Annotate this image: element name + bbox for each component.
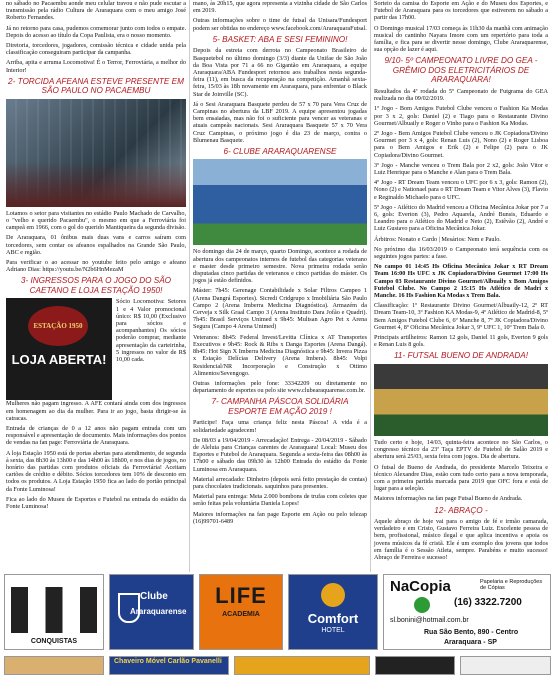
section-heading: 9/10- 5º CAMPEONATO LIVRE DO GEA - GRÊMIO DOS ELETRICITÁRIOS DE ARARAQUARA! <box>384 56 538 85</box>
paragraph: Veteranos: 8h45: Federal Invest/Levitta Clínica x AT Transportes Executivos e 9h45: Rock & Ribs x Danga Esportes (Arena Dangá). 8h45: Hot Sign X Imberra Medicina Diagnóstica e 9h45: Invera Pizza x Estação Delícias Delivery (Arena Imbera). 8h45: Volpi Residencial/NR Incorporação e Construção x Ottimo Alimentos/Sevengogo. <box>193 333 367 377</box>
ad-bottom-4[interactable] <box>375 656 455 675</box>
paragraph: Já o Sesi Araraquara Basquete perdeu de 57 x 70 para Vera Cruz de Campinas no abertura da LBF 2019. A equipe apresentou jogadas bem ensaiadas, mas não foi o suficiente para vencer as veteranas e atuais campeãs nacionais. Sesi Araraquara Basquete 57 x 70 Vera Cruz Campinas, o próximo jogo é dia 23 de março, contra o Blumenau Basquete. <box>193 100 367 144</box>
ad-bottom-5[interactable] <box>460 656 551 675</box>
store-open-banner <box>6 298 112 400</box>
ad-label: Clube <box>140 591 168 602</box>
paragraph: A loja Estação 1950 está de portas abertas para atendimento, de segunda à sexta, das 8h30 às 13h00 e das 14h00 às 18h00, e nos dias de jogos, no horário das partidas com produtos oficiais da Ferroviária! Aceitam cartões de crédito e débito. Sócios torcedores tem 10% de desconto em todos os produtos. A Loja Estação 1950 fica ao lado do portão principal da Fonte Luminosa! <box>6 449 186 493</box>
column-1 <box>6 0 186 513</box>
paragraph: Participe! Faça uma criança feliz nesta Páscoa! A vida é a solidariedade agradecem! <box>193 419 367 434</box>
paragraph: Sorteio da camisa do Esporte em Ação e do Museu dos Esportes, e Futebol de Araraquara para os torcedores que estiverem no sábado a partir das 17h00. <box>374 0 548 22</box>
paragraph: Entrada de crianças de 0 a 12 anos não pagam entrada com um responsável e apresentação de documento. Mais informações dos pontos de vendas na fan page: Ferroviária de Araraquara. <box>6 425 186 447</box>
ad-label: Rua São Bento, 890 - Centro <box>424 629 519 636</box>
column-3 <box>374 0 548 564</box>
column-2 <box>193 0 367 528</box>
paragraph: Arriba, apita e arruma Locomotiva! É o Terror, Ferroviária, a melhor do Interior! <box>6 59 186 74</box>
ad-label: LIFE <box>215 583 267 608</box>
section-heading: 3- INGRESSOS PARA O JOGO DO SÃO CAETANO E LOJA ESTAÇÃO 1950! <box>20 276 172 295</box>
paragraph: O futsal de Bueno de Andrada, do presidente Marcelo Teixeira e técnico Alexandre Dias, estão com tudo certo para a nova temporada, com a primeira partida marcada para 2019 que OFC fora e está de lugar para a seleção. <box>374 463 548 493</box>
section-heading: 7- CAMPANHA PÁSCOA SOLIDÁRIA ESPORTE EM AÇÃO 2019 ! <box>211 397 349 416</box>
ad-label: sl.bonini@hotmail.com.br <box>390 617 469 624</box>
paragraph: Sócio Locomotiva: Setores 1 e 4 Valor promocional único: R$ 10,00 (Exclusivo para sócios e acompanhantes) Os sócios poderão comprar, mediante apresentação da carteirinha, 5 ingressos no valor de R$ 10,00 cada. <box>116 298 186 364</box>
store-logo: ESTAÇÃO 1950 <box>28 306 88 346</box>
paragraph: Para verificar o ao acessar no youtube feito pelo amigo e afeano Adriano Dias: https://youtu.be/N2b6HnMezaM <box>6 259 186 274</box>
ad-label: Araraquara - SP <box>444 639 497 646</box>
ads-row <box>0 574 554 675</box>
paragraph: No próximo dia 16/03/2019 o Campeonato terá sequência com os seguintes jogos partes: a fase. <box>374 245 548 260</box>
section-heading: 6- CLUBE ARARAQUARENSE <box>223 146 337 156</box>
paragraph: Maiores informações na fan page Futsal Bueno de Andrada. <box>374 495 523 503</box>
ad-label: Chaveiro Móvel Carlão Pavanelli <box>114 658 222 665</box>
ad-phone: (16) 3322.7200 <box>454 597 522 608</box>
paragraph: De Araraquara, 01 ônibus mais duas vans e carros saíram com torcedores, sem contar os afeanos espalhados na Grande São Paulo, ABC e região. <box>6 234 186 256</box>
paragraph: 5º Jogo - Atlético do Madrid venceu a Oficina Mecânica Jokar por 7 a 6, gols: Everton (3), Pedro Aquarela, André Bunsis, Eduardo e Leandro para o Atlético do Madrid e Neto (2), Estêvão (2), André e Luiz Gustavo para a Oficina Mecânica Jokar. <box>374 203 548 233</box>
paragraph: Depois da estreia com derrota no Campeonato Brasileiro de Basquetebol no último domingo (3/3) diante da Unifae de São João da Boa Vista por 71 a 66 no Gigantão em Araraquara, a equipe Araraquara/ABA Fundesport retornou aos trabalhos nesta segunda-feira (11), em busca da recuperação na competição. Amanhã sexta-feira, 15/03 às 18h novamente em Araraquara, para enfrentar o Black Star de Joinville (SC). <box>193 47 367 98</box>
paragraph: Maiores informações na fan page Esporte em Ação ou pelo telezap (16)99701-6489 <box>193 510 367 525</box>
paragraph: Material arrecadado: Dinheiro (depois será feito prestação de contas) para chocolates tradicionais. saquinhos para presentes. <box>193 475 367 490</box>
clover-icon <box>414 597 430 613</box>
paragraph: No domingo dia 24 de março, quarto Domingo, acontece a rodada de abertura dos campeonatos internos de futebol das categorias veterano e master desde primeiro semestre. Nova primeira rodada serão disputadas cinco partidas de veteranos e cinco partidas do máster. Os jogos já estão definidos. <box>193 248 367 285</box>
paragraph: Resultados da 4ª rodada do 5º Campeonato de Futgrama do GEA realizada no dia 09/02/2019. <box>374 87 548 103</box>
ad-nacopia[interactable] <box>383 574 551 650</box>
ad-label: Comfort <box>307 611 359 626</box>
paragraph: Máster: 7h45: Gerenage Contabilidade x Solar Filtros Campeo 1 (Arena Dangrá Esportes). Sicredi Cridgrupo x Imobiliária São Paulo Campo 2 (Arena Imberra Medicina Diagnóstica). Armazém da Cerveja x Silk Graal Campo 3 (Arena Instituto Dara Jofão e Quadri). 7h45: Brasil Serviços Unimed x 9h45: Multsan Agro Pet x Arena Segura (Campo 4 Arena Unimed) <box>193 287 367 331</box>
paragraph: Classificação: 1º Restaurante Divino Gourmet/Albuaily-12, 2º RT Dream Team-10, 3º Fashion KA Modas-9, 4º Atlético de Madrid-8, 5º Bem Amigos Futebol Clube 6, 6º Manche 8, 7º JK Copiadora/Divino Gourmet 4, 8º Oficina Mecânica Jokar 3, 9º UFC 1, 10º Trem Bala 0. <box>374 302 548 331</box>
stadium-crowd-photo <box>6 99 186 207</box>
section-heading: 5- BASKET: ABA E SESI FEMININO! <box>212 34 348 44</box>
paragraph: no sábado no Pacaembu aonde meu celular travou e não pude escutar a transmissão pela rádio Cultura de Araraquara com o meu amigo José Roberto Fernandes. <box>6 0 186 22</box>
ad-label: ACADEMIA <box>222 611 260 618</box>
ad-bottom-1[interactable] <box>4 656 104 675</box>
ad-label: CONQUISTAS <box>30 638 78 645</box>
paragraph: Outras informações pelo fone: 33342209 ou diretamente no departamento de esportes ou pelo site www.clubearaquarense.com.br. <box>193 379 367 395</box>
paragraph: Diretoria, torcedores, jogadores, comissão técnica e cidade unida pela classificação conseguiram participar da campanha. <box>6 42 186 57</box>
ad-bottom-3[interactable] <box>234 656 370 675</box>
section-heading: 11- FUTSAL BUENO DE ANDRADA! <box>393 351 529 361</box>
paragraph: De 08/03 a 19/04/2019 - Arrecadação! Entrega - 20/04/2019 - Sábado de Aleluia para Crianças carentes de Araraquara! Local: Museu dos Esportes e Futebol de Araraquara. Segunda a sexta-feira das 08h00 às 17h00 e sábado das 09h30 às 12h00 Entrada do estádio da Fonte Luminosa em Araraquara. <box>193 436 367 473</box>
paragraph: mano, às 20h15, que agora representa a vizinha cidade de São Carlos em 2019. <box>193 0 367 15</box>
futsal-team-photo <box>374 364 548 436</box>
paragraph: Aquele abraço de hoje vai para o amigo de fé e irmão camarada, verdadeiro e em Cristo, Gustavo Ferreira Luiz. Excelente pessoa de bem, profissional, músico ilegal e que aplica incentiva e apoia os jovens músicos da fé cristã. Ele é um exemplo dos jovens que todos em família é o Sessão Atleta, sempre. Parabéns e muito sucesso! Abraço de Ferreira e sucesso! <box>374 518 548 562</box>
ad-label: HOTEL <box>321 627 345 634</box>
section-heading: 2- TORCIDA AFEANA ESTEVE PRESENTE EM SÃO PAULO NO PACAEMBU <box>8 76 184 96</box>
paragraph: No campo 01 14:45 Hs Oficina Mecânica Jokar x RT Dream Team 16:00 Hs UFC x JK Copiadora/Divino Gourmet 17:00 Hs Campo 03 Restaurante Divino Gourmet/Albuaily x Bom Amigos Futebol Clube. No Campo 2 15:15 Hs Atlético de Madri x Manche. 16 Hs Fashion Ka Modas x Trem Bala. <box>374 263 548 299</box>
column-rule <box>370 0 371 572</box>
sun-icon <box>321 583 345 607</box>
ad-label: Papelaria e Reproduções de Cópias <box>480 579 543 591</box>
store-sign: LOJA ABERTA! <box>11 352 107 368</box>
ad-label: Araraquarense <box>130 607 187 616</box>
paragraph: 3º Jogo - Manche venceu o Trem Bala por 2 x2, gols: João Vitor e Luiz Henrique para o Manche e Alan para o Trem Bala. <box>374 161 548 176</box>
paragraph: Lotamos o setor para visitantes no estádio Paulo Machado de Carvalho, o "velho e querido Pacaembu", o mesmo em que a Ferroviária foi campeã em 1966, com o gol do querido Mantiqueira da segunda divisão. <box>6 209 186 232</box>
ad-conquistas[interactable] <box>4 574 104 650</box>
ad-life-academia[interactable] <box>199 574 283 650</box>
paragraph: Principais artilheiros: Ramon 12 gols, Daniel 11 gols, Everton 9 gols e Renan Luis 8 gols. <box>374 334 548 349</box>
section-heading: 12- ABRAÇO - <box>434 505 488 515</box>
ad-comfort-hotel[interactable] <box>288 574 378 650</box>
team-photo <box>193 159 367 245</box>
column-rule <box>189 0 190 572</box>
paragraph: Tudo certo e hoje, 14/03, quinta-feira acontece no São Carlos, o congresso técnico da 23ª Taça EPTV de Futebol de Salão 2019 e abertura será 25/03, sexta feira com jogos. Dia de abertura. <box>374 438 548 461</box>
paragraph: 2º Jogo - Bem Amigos Futebol Clube venceu o JK Copiadora/Divino Gourmet por 3 x 4, gols: Renan Luis (2), Nono (2) e Roger Lisboa para o Bem Amigos e Erik (2) e Felipe (2) para o JK Copiadora/Divino Gourmet. <box>374 129 548 159</box>
paragraph: Material para entrega: Meta 2.000 bombons de trufas com coletes que serão feitas pela voluntária Daniela Lopes! <box>193 493 367 508</box>
paragraph: Outras informações sobre o time de futsal da Unisara/Fundesport podem ser obtidas no endereço www.facebook.com/AraraquaraFutsal. <box>193 17 367 32</box>
paragraph: Fica ao lado do Museu de Esportes e Futebol na entrada do estádio da Fonte Luminosa! <box>6 495 186 511</box>
paragraph: Mulheres não pagam ingresso. A AFE contará ainda com dos ingressos em homenagem ao dia da mulher. Para ir ao jogo, basta dirigir-se às catracas. <box>6 400 186 422</box>
ad-clube-araraquarense[interactable] <box>109 574 194 650</box>
paragraph: Já no retorno para casa, pudemos comemorar junto com todos o empate. Depois do acesso ao título da Copa Paulista, era o nosso momento. <box>6 24 186 39</box>
paragraph: O Domingo musical 17/03 começa às 11h30 da manhã com animação musical do cantinho Nayara Imore com um repertório para toda a família, e fica para se divertir nesse domingo, Clube Araraquarense, sua opção de lazer é aqui. <box>374 24 548 54</box>
paragraph: 1º Jogo - Bom Amigos Futebol Clube venceu o Fashion Ka Modas por 3 x 2, gols: Daniel (2) e Tiago para o Restaurante Divino Gourmet/Albuaily e Roger o Vinho para o Fashion Ka Modas. <box>374 105 548 127</box>
ad-chaveiro[interactable] <box>109 656 229 675</box>
paragraph: 4º Jogo - RT Dream Team venceu o UFC por 6 x 3, gols: Ramon (2), Nono (2) e Nationael para o RT Dream Team e Vitor Alves (3), Flavio e Reginaldo Michaelo para o UFC. <box>374 179 548 201</box>
ad-label: NaCopia <box>390 578 451 595</box>
paragraph: Árbitros: Nonato e Cardo | Mesários: Nem e Paulo. <box>374 235 501 243</box>
